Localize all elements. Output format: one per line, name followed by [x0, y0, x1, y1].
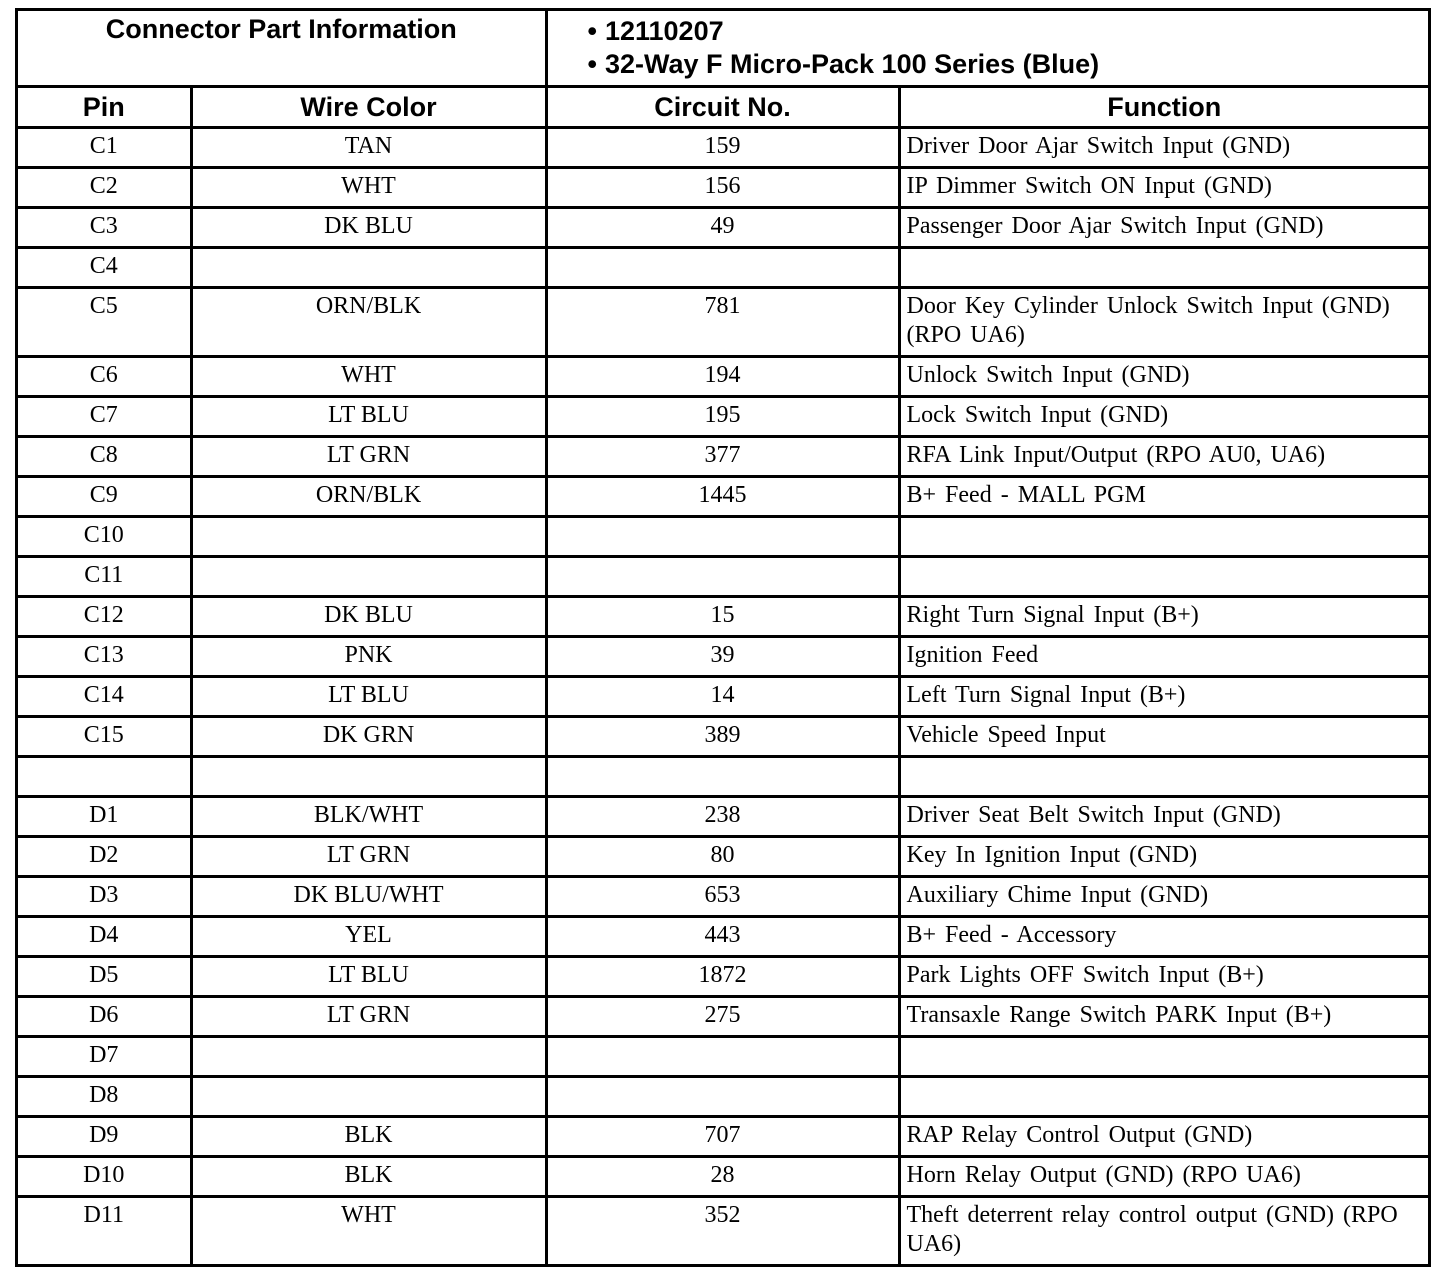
- table-row: [18, 208, 1428, 248]
- cell-pin: C6: [18, 357, 191, 397]
- cell-function: Key In Ignition Input (GND): [899, 837, 1428, 877]
- table-row: [18, 757, 1428, 797]
- cell-function: Theft deterrent relay control output (GND) (RPO UA6): [899, 1197, 1428, 1265]
- table-row: [18, 1037, 1428, 1077]
- cell-function: Auxiliary Chime Input (GND): [899, 877, 1428, 917]
- connector-info-row: [18, 11, 1428, 87]
- cell-pin: C2: [18, 168, 191, 208]
- cell-function: B+ Feed - Accessory: [899, 917, 1428, 957]
- cell-pin: C10: [18, 517, 191, 557]
- cell-function: Transaxle Range Switch PARK Input (B+): [899, 997, 1428, 1037]
- connector-info-details: [546, 11, 1428, 87]
- table-row: [18, 517, 1428, 557]
- cell-pin: D2: [18, 837, 191, 877]
- cell-circuit: 389: [546, 717, 899, 757]
- cell-wire-color: DK BLU: [191, 597, 546, 637]
- cell-circuit: 707: [546, 1117, 899, 1157]
- cell-circuit: 194: [546, 357, 899, 397]
- cell-function: Park Lights OFF Switch Input (B+): [899, 957, 1428, 997]
- cell-function: Ignition Feed: [899, 637, 1428, 677]
- table-row: [18, 877, 1428, 917]
- cell-pin: C14: [18, 677, 191, 717]
- cell-function: Left Turn Signal Input (B+): [899, 677, 1428, 717]
- cell-circuit: 49: [546, 208, 899, 248]
- table-row: [18, 717, 1428, 757]
- cell-circuit: 39: [546, 637, 899, 677]
- cell-function: RAP Relay Control Output (GND): [899, 1117, 1428, 1157]
- cell-circuit: [546, 1077, 899, 1117]
- cell-wire-color: LT GRN: [191, 437, 546, 477]
- cell-wire-color: LT GRN: [191, 837, 546, 877]
- cell-wire-color: TAN: [191, 128, 546, 168]
- table-row: [18, 128, 1428, 168]
- cell-pin: C12: [18, 597, 191, 637]
- cell-function: [899, 557, 1428, 597]
- cell-wire-color: PNK: [191, 637, 546, 677]
- cell-function: Unlock Switch Input (GND): [899, 357, 1428, 397]
- connector-part-number: • 12110207: [588, 15, 1428, 48]
- table-row: [18, 1117, 1428, 1157]
- cell-wire-color: LT BLU: [191, 397, 546, 437]
- cell-circuit: 443: [546, 917, 899, 957]
- cell-pin: C3: [18, 208, 191, 248]
- cell-circuit: 238: [546, 797, 899, 837]
- connector-description: • 32-Way F Micro-Pack 100 Series (Blue): [588, 48, 1428, 81]
- cell-wire-color: BLK: [191, 1157, 546, 1197]
- cell-circuit: 195: [546, 397, 899, 437]
- cell-pin: C7: [18, 397, 191, 437]
- cell-function: B+ Feed - MALL PGM: [899, 477, 1428, 517]
- table-row: [18, 168, 1428, 208]
- cell-circuit: [546, 517, 899, 557]
- cell-wire-color: ORN/BLK: [191, 288, 546, 357]
- cell-pin: C15: [18, 717, 191, 757]
- cell-circuit: 159: [546, 128, 899, 168]
- table-row: [18, 1157, 1428, 1197]
- cell-wire-color: [191, 757, 546, 797]
- table-row: [18, 997, 1428, 1037]
- cell-function: Vehicle Speed Input: [899, 717, 1428, 757]
- cell-pin: D7: [18, 1037, 191, 1077]
- connector-table: [15, 8, 1431, 1267]
- cell-function: Passenger Door Ajar Switch Input (GND): [899, 208, 1428, 248]
- cell-circuit: 781: [546, 288, 899, 357]
- cell-circuit: [546, 248, 899, 288]
- connector-info-label: Connector Part Information: [18, 11, 546, 87]
- cell-circuit: 352: [546, 1197, 899, 1265]
- table-row: [18, 837, 1428, 877]
- cell-wire-color: LT GRN: [191, 997, 546, 1037]
- cell-circuit: [546, 557, 899, 597]
- header-circuit: Circuit No.: [546, 87, 899, 128]
- column-header-row: [18, 87, 1428, 128]
- cell-pin: D11: [18, 1197, 191, 1265]
- cell-function: [899, 757, 1428, 797]
- cell-wire-color: [191, 248, 546, 288]
- cell-pin: C4: [18, 248, 191, 288]
- cell-pin: D6: [18, 997, 191, 1037]
- cell-circuit: 14: [546, 677, 899, 717]
- cell-pin: C8: [18, 437, 191, 477]
- cell-wire-color: YEL: [191, 917, 546, 957]
- cell-pin: C13: [18, 637, 191, 677]
- table-row: [18, 397, 1428, 437]
- cell-wire-color: [191, 1037, 546, 1077]
- cell-function: [899, 248, 1428, 288]
- table-row: [18, 557, 1428, 597]
- cell-wire-color: DK BLU: [191, 208, 546, 248]
- cell-function: Door Key Cylinder Unlock Switch Input (GND) (RPO UA6): [899, 288, 1428, 357]
- table-row: [18, 637, 1428, 677]
- cell-pin: C9: [18, 477, 191, 517]
- cell-wire-color: WHT: [191, 168, 546, 208]
- cell-circuit: 156: [546, 168, 899, 208]
- cell-pin: D8: [18, 1077, 191, 1117]
- header-pin: Pin: [18, 87, 191, 128]
- cell-wire-color: [191, 557, 546, 597]
- cell-wire-color: [191, 517, 546, 557]
- table-row: [18, 288, 1428, 357]
- cell-function: Lock Switch Input (GND): [899, 397, 1428, 437]
- cell-pin: [18, 757, 191, 797]
- cell-circuit: 80: [546, 837, 899, 877]
- header-function: Function: [899, 87, 1428, 128]
- cell-wire-color: DK BLU/WHT: [191, 877, 546, 917]
- cell-wire-color: LT BLU: [191, 957, 546, 997]
- cell-pin: D5: [18, 957, 191, 997]
- cell-wire-color: ORN/BLK: [191, 477, 546, 517]
- cell-wire-color: [191, 1077, 546, 1117]
- cell-circuit: 653: [546, 877, 899, 917]
- table-row: [18, 957, 1428, 997]
- pinout-table: [18, 11, 1428, 1264]
- table-row: [18, 917, 1428, 957]
- table-row: [18, 797, 1428, 837]
- table-row: [18, 1197, 1428, 1265]
- cell-function: Horn Relay Output (GND) (RPO UA6): [899, 1157, 1428, 1197]
- cell-function: RFA Link Input/Output (RPO AU0, UA6): [899, 437, 1428, 477]
- cell-function: [899, 1037, 1428, 1077]
- table-row: [18, 477, 1428, 517]
- cell-function: IP Dimmer Switch ON Input (GND): [899, 168, 1428, 208]
- table-row: [18, 1077, 1428, 1117]
- cell-wire-color: BLK: [191, 1117, 546, 1157]
- table-row: [18, 597, 1428, 637]
- cell-pin: C1: [18, 128, 191, 168]
- cell-function: Driver Door Ajar Switch Input (GND): [899, 128, 1428, 168]
- cell-circuit: 1445: [546, 477, 899, 517]
- cell-function: [899, 517, 1428, 557]
- cell-pin: D3: [18, 877, 191, 917]
- cell-function: Driver Seat Belt Switch Input (GND): [899, 797, 1428, 837]
- cell-pin: C11: [18, 557, 191, 597]
- cell-circuit: [546, 757, 899, 797]
- cell-pin: D4: [18, 917, 191, 957]
- cell-circuit: 1872: [546, 957, 899, 997]
- cell-circuit: [546, 1037, 899, 1077]
- cell-pin: D1: [18, 797, 191, 837]
- cell-function: Right Turn Signal Input (B+): [899, 597, 1428, 637]
- table-row: [18, 248, 1428, 288]
- header-wire-color: Wire Color: [191, 87, 546, 128]
- table-row: [18, 357, 1428, 397]
- cell-wire-color: BLK/WHT: [191, 797, 546, 837]
- cell-circuit: 28: [546, 1157, 899, 1197]
- table-row: [18, 437, 1428, 477]
- cell-wire-color: LT BLU: [191, 677, 546, 717]
- cell-pin: D10: [18, 1157, 191, 1197]
- cell-circuit: 377: [546, 437, 899, 477]
- cell-circuit: 15: [546, 597, 899, 637]
- cell-function: [899, 1077, 1428, 1117]
- table-row: [18, 677, 1428, 717]
- cell-wire-color: DK GRN: [191, 717, 546, 757]
- cell-wire-color: WHT: [191, 357, 546, 397]
- cell-circuit: 275: [546, 997, 899, 1037]
- cell-pin: C5: [18, 288, 191, 357]
- cell-wire-color: WHT: [191, 1197, 546, 1265]
- cell-pin: D9: [18, 1117, 191, 1157]
